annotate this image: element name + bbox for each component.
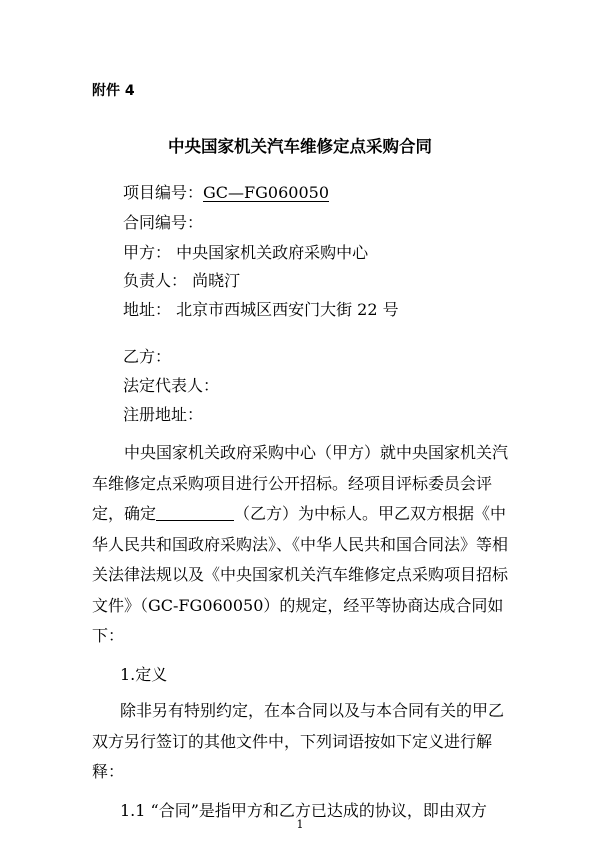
intro-text-start: 中央国家机关政府采购中心（甲方）就中央国家机关汽车维修定点采购项目进行公开招标。经项目评标委员会评定，确定 xyxy=(92,443,509,523)
project-number-value: GC—FG060050 xyxy=(203,183,329,202)
contract-number: 合同编号： xyxy=(123,213,204,232)
registered-address: 注册地址： xyxy=(123,405,204,424)
responsible-person: 负责人： 尚晓汀 xyxy=(123,271,241,290)
body-text xyxy=(92,438,514,826)
attachment-label: 附件 4 xyxy=(92,83,135,99)
page-title: 中央国家机关汽车维修定点采购合同 xyxy=(168,137,432,156)
definitions-intro: 除非另有特别约定，在本合同以及与本合同有关的甲乙双方另行签订的其他文件中，下列词语按如下定义进行解释： xyxy=(92,701,505,781)
page-number: 1 xyxy=(296,818,304,831)
winner-blank xyxy=(156,504,234,521)
intro-paragraph xyxy=(92,438,514,652)
party-a-address: 地址： 北京市西城区西安门大街 22 号 xyxy=(123,300,399,319)
project-number-label: 项目编号： xyxy=(123,183,204,202)
legal-representative: 法定代表人： xyxy=(123,376,220,395)
project-number xyxy=(123,180,329,203)
party-a: 甲方： 中央国家机关政府采购中心 xyxy=(123,243,369,262)
definition-1-1: 1.1 “合同”是指甲方和乙方已达成的协议，即由双方 xyxy=(120,800,487,820)
intro-text-end: （乙方）为中标人。甲乙双方根据《中华人民共和国政府采购法》、《中华人民共和国合同法》等相关法律法规以及《中央国家机关汽车维修定点采购项目招标文件》（GC-FG060050）的规定，经平等协商达成合同如下： xyxy=(92,504,509,645)
party-b: 乙方： xyxy=(123,347,172,366)
section-heading-definitions: 1.定义 xyxy=(120,664,168,684)
